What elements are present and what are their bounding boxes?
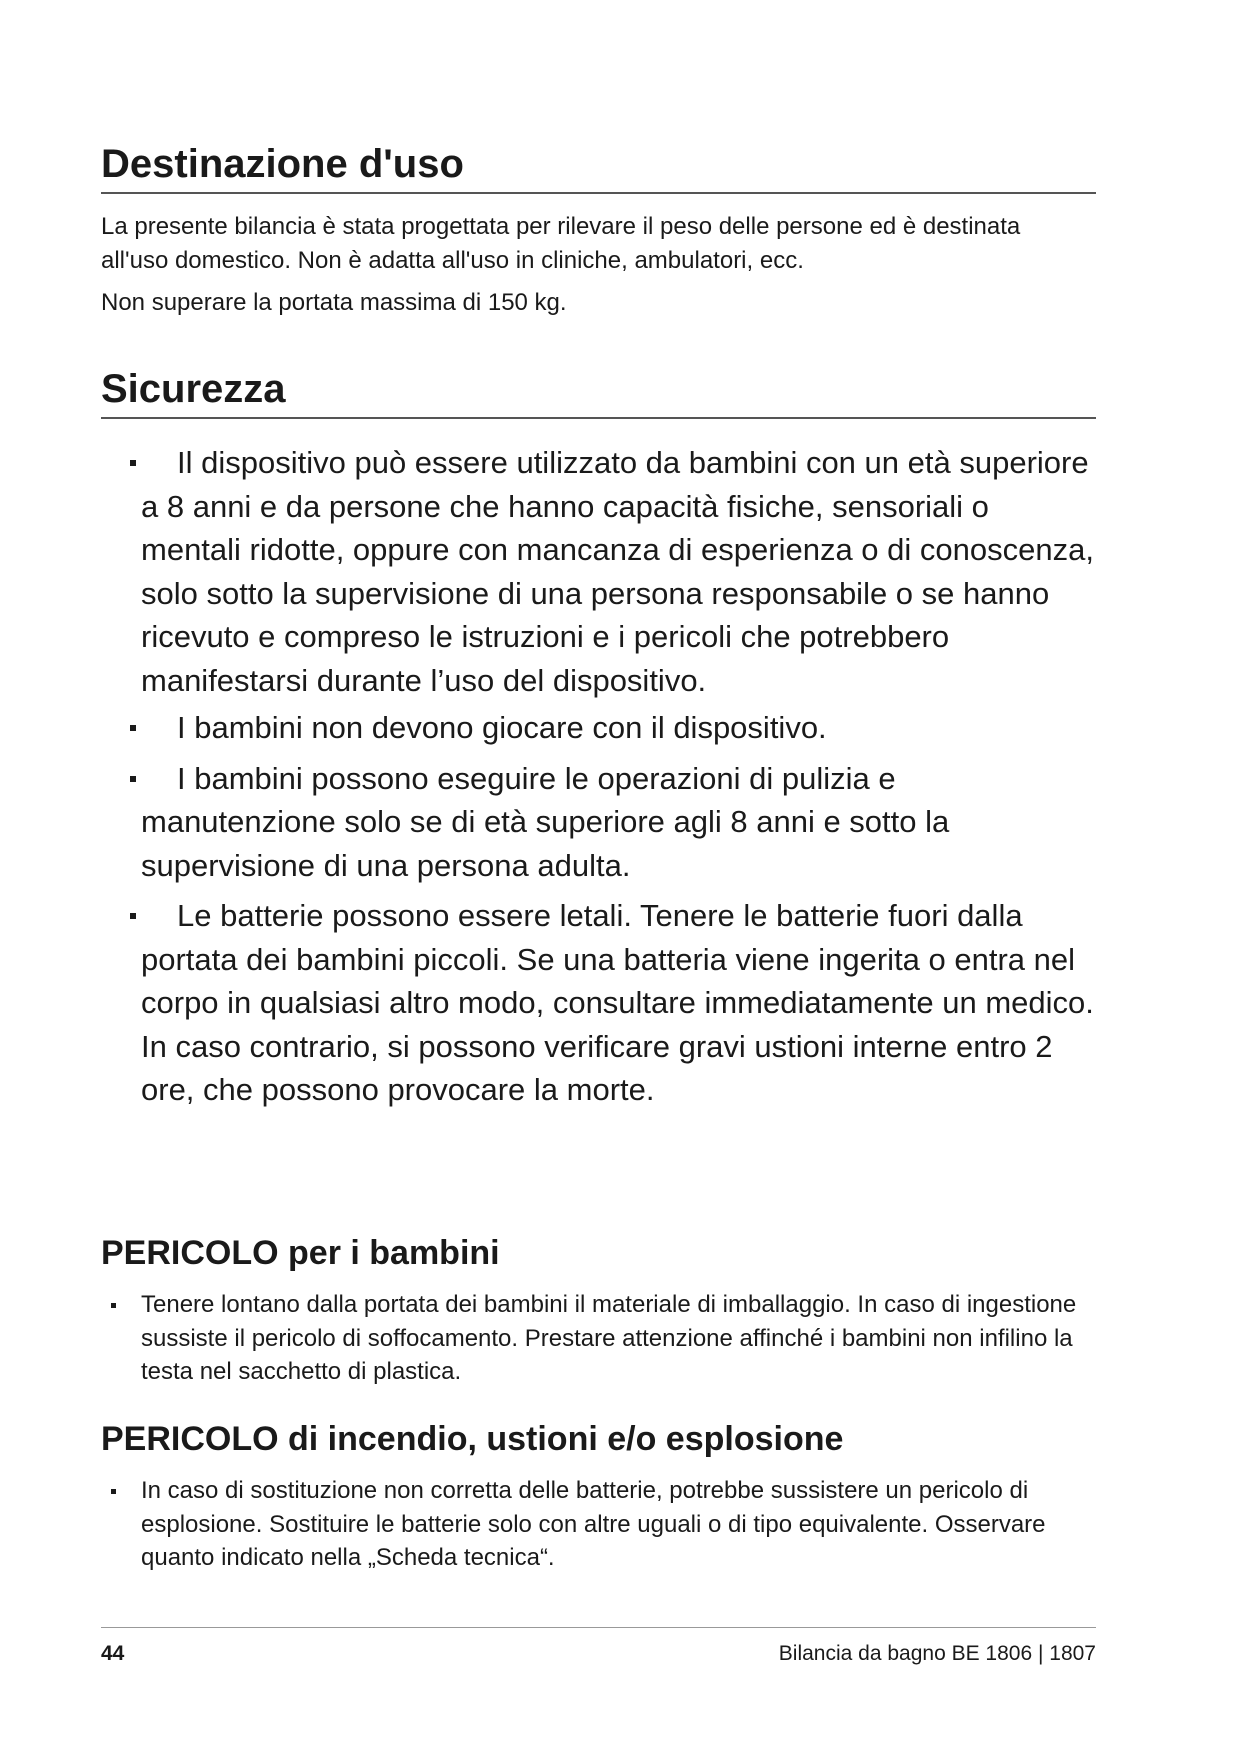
list-item	[101, 894, 1096, 1112]
safety-list	[101, 441, 1096, 1112]
list-item-text: Tenere lontano dalla portata dei bambini il materiale di imballaggio. In caso di ingestione sussiste il pericolo di soffocamento. Prestare attenzione affinché i bambini non infilino la testa nel sacchetto di plastica.	[141, 1291, 1077, 1385]
list-item-text: I bambini non devono giocare con il dispositivo.	[177, 710, 827, 745]
list-item-text: Il dispositivo può essere utilizzato da bambini con un età superiore a 8 anni e da persone che hanno capacità fisiche, sensoriali o mentali ridotte, oppure con mancanza di esperienza o di conoscenza, solo sotto la supervisione di una persona responsabile o se hanno ricevuto e compreso le istruzioni e i pericoli che potrebbero manifestarsi durante l’uso del dispositivo.	[141, 445, 1094, 698]
intended-use-paragraph: La presente bilancia è stata progettata per rilevare il peso delle persone ed è destinata all'uso domestico. Non è adatta all'uso in cliniche, ambulatori, ecc.	[101, 213, 1021, 274]
list-item-text: I bambini possono eseguire le operazioni di pulizia e manutenzione solo se di età superiore agli 8 anni e sotto la supervisione di una persona adulta.	[141, 760, 950, 883]
page-number: 44	[101, 1642, 125, 1665]
list-item	[101, 1288, 1086, 1389]
footer-divider	[101, 1627, 1096, 1628]
safety-heading: Sicurezza	[101, 365, 1096, 419]
bullet-icon	[111, 1489, 116, 1494]
list-item	[101, 1474, 1086, 1575]
danger-fire-heading: PERICOLO di incendio, ustioni e/o esplosione	[101, 1420, 844, 1458]
bullet-icon	[130, 460, 136, 466]
max-load-paragraph: Non superare la portata massima di 150 kg.	[101, 289, 567, 316]
footer-product-name: Bilancia da bagno BE 1806 | 1807	[778, 1642, 1096, 1665]
bullet-icon	[130, 913, 136, 919]
intended-use-heading: Destinazione d'uso	[101, 140, 1096, 194]
list-item	[101, 441, 1096, 702]
list-item-text: Le batterie possono essere letali. Tenere le batterie fuori dalla portata dei bambini piccoli. Se una batteria viene ingerita o entra nel corpo in qualsiasi altro modo, consultare immediatamente un medico. In caso contrario, si possono verificare gravi ustioni interne entro 2 ore, che possono provocare la morte.	[141, 898, 1094, 1107]
danger-children-list	[101, 1288, 1086, 1389]
list-item-text: In caso di sostituzione non corretta delle batterie, potrebbe sussistere un pericolo di esplosione. Sostituire le batterie solo con altre uguali o di tipo equivalente. Osservare quanto indicato nella „Scheda tecnica“.	[141, 1477, 1046, 1571]
list-item	[101, 757, 1096, 888]
bullet-icon	[111, 1303, 116, 1308]
danger-fire-list	[101, 1474, 1086, 1575]
list-item	[101, 706, 1096, 750]
bullet-icon	[130, 725, 136, 731]
danger-children-heading: PERICOLO per i bambini	[101, 1234, 500, 1272]
manual-page	[101, 0, 1096, 1754]
bullet-icon	[130, 776, 136, 782]
